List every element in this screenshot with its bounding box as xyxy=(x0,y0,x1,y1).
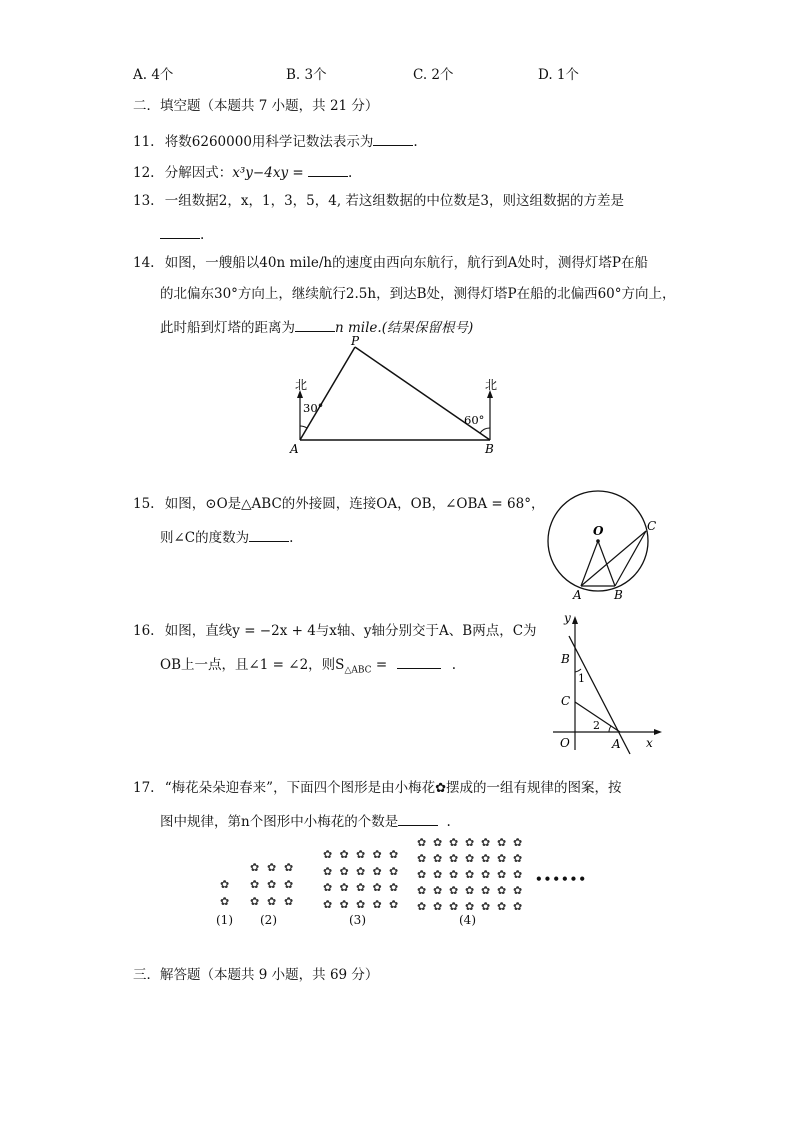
label-angle-60: 60° xyxy=(464,413,485,427)
plum-blossom-icon: ✿ xyxy=(372,864,382,878)
plum-blossom-icon: ✿ xyxy=(284,861,294,874)
plum-blossom-icon: ✿ xyxy=(417,868,427,881)
plum-blossom-icon: ✿ xyxy=(481,884,491,897)
pattern-label-4: (4) xyxy=(459,913,476,927)
plum-blossom-icon: ✿ xyxy=(481,852,491,865)
q17-text-1b: 摆成的一组有规律的图案，按 xyxy=(446,780,622,796)
label-p: P xyxy=(351,335,360,348)
plum-blossom-icon: ✿ xyxy=(449,900,459,913)
label-c: C xyxy=(561,694,571,708)
q12-number: 12. xyxy=(133,165,155,181)
q11-answer-blank[interactable] xyxy=(373,133,413,146)
q15-line1 xyxy=(133,498,544,512)
q16-answer-blank[interactable] xyxy=(397,656,441,669)
plum-blossom-icon: ✿ xyxy=(481,836,491,849)
q16-text-2: OB上一点，且∠1 = ∠2，则S xyxy=(160,657,345,673)
segment-pa xyxy=(300,347,355,440)
q12-answer-blank[interactable] xyxy=(308,164,348,177)
pattern-label-3: (3) xyxy=(349,913,366,927)
plum-blossom-icon: ✿ xyxy=(339,881,349,894)
plum-blossom-icon: ✿ xyxy=(513,868,523,881)
segment-bc xyxy=(615,531,646,586)
center-point xyxy=(596,539,600,543)
plum-blossom-icon: ✿ xyxy=(267,861,277,874)
q17-answer-blank[interactable] xyxy=(398,813,438,826)
q14-answer-blank[interactable] xyxy=(295,319,335,332)
section-2-heading: 二．填空题（本题共 7 小题，共 21 分） xyxy=(133,98,379,114)
label-y: y xyxy=(564,611,571,625)
plum-blossom-icon: ✿ xyxy=(389,864,399,878)
q14-number: 14. xyxy=(133,255,155,271)
q17-line2 xyxy=(160,813,451,830)
plum-blossom-icon: ✿ xyxy=(433,884,443,897)
q16-text-1: 如图，直线y = −2x + 4与x轴、y轴分别交于A、B两点，C为 xyxy=(164,623,537,639)
q14-line1 xyxy=(133,257,648,271)
plum-blossom-icon: ✿ xyxy=(435,781,446,796)
plum-blossom-icon: ✿ xyxy=(323,881,333,894)
q16-subscript: △ABC xyxy=(344,665,372,676)
choice-c: C. 2个 xyxy=(413,67,454,83)
label-angle-30: 30° xyxy=(303,401,324,415)
label-c: C xyxy=(647,519,657,533)
plum-blossom-icon: ✿ xyxy=(433,836,443,849)
q12-expression: x³y−4xy = xyxy=(232,165,304,181)
q12-text: 分解因式： xyxy=(164,165,233,181)
plum-blossom-icon: ✿ xyxy=(267,878,277,891)
choice-d: D. 1个 xyxy=(538,67,580,83)
label-a: A xyxy=(573,588,582,602)
plum-blossom-icon: ✿ xyxy=(339,848,349,861)
plum-blossom-icon: ✿ xyxy=(372,897,382,911)
q15-text-1: 如图，⊙O是△ABC的外接圆，连接OA，OB，∠OBA = 68°， xyxy=(164,496,545,512)
q11 xyxy=(133,133,418,150)
q14-text-3b: n mile.(结果保留根号) xyxy=(335,320,474,336)
plum-blossom-icon: ✿ xyxy=(513,884,523,897)
q16-eq: = xyxy=(371,657,388,673)
plum-blossom-icon: ✿ xyxy=(389,897,399,911)
q13-line2 xyxy=(160,226,204,243)
plum-blossom-icon: ✿ xyxy=(417,900,427,913)
plum-blossom-icon: ✿ xyxy=(220,895,230,908)
plum-blossom-icon: ✿ xyxy=(356,848,366,861)
plum-blossom-icon: ✿ xyxy=(513,836,523,849)
angle-arc-b xyxy=(480,428,490,433)
plum-blossom-icon: ✿ xyxy=(481,900,491,913)
q16-number: 16. xyxy=(133,623,155,639)
q17-text-2: 图中规律，第n个图形中小梅花的个数是 xyxy=(160,814,399,830)
plum-blossom-icon: ✿ xyxy=(417,852,427,865)
choice-b: B. 3个 xyxy=(286,67,327,83)
plum-blossom-icon: ✿ xyxy=(267,895,277,908)
q15-answer-blank[interactable] xyxy=(249,529,289,542)
label-b: B xyxy=(614,588,623,602)
q13-number: 13. xyxy=(133,193,155,209)
label-o: O xyxy=(560,736,570,750)
q14-line2: 的北偏东30°方向上，继续航行2.5h，到达B处，测得灯塔P在船的北偏西60°方向上， xyxy=(160,286,676,302)
plum-blossom-icon: ✿ xyxy=(356,897,366,911)
angle-arc-a xyxy=(300,426,307,428)
plum-blossom-icon: ✿ xyxy=(465,900,475,913)
q17-line1 xyxy=(133,782,622,796)
q11-text: 将数6260000用科学记数法表示为 xyxy=(164,134,374,150)
q17-tail: . xyxy=(446,814,451,830)
q11-number: 11. xyxy=(133,134,155,150)
plum-blossom-icon: ✿ xyxy=(339,897,349,911)
q14-line3 xyxy=(160,319,473,336)
label-angle-2: 2 xyxy=(593,719,600,732)
pattern-label-2: (2) xyxy=(260,913,277,927)
q13-answer-blank[interactable] xyxy=(160,226,200,239)
plum-blossom-icon: ✿ xyxy=(250,861,260,874)
plum-blossom-icon: ✿ xyxy=(356,864,366,878)
plum-blossom-icon: ✿ xyxy=(372,848,382,861)
plum-blossom-icon: ✿ xyxy=(250,878,260,891)
q14-text-3a: 此时船到灯塔的距离为 xyxy=(160,320,295,336)
q16-tail: . xyxy=(451,657,457,673)
plum-blossom-icon: ✿ xyxy=(339,864,349,878)
plum-blossom-icon: ✿ xyxy=(433,900,443,913)
plum-blossom-icon: ✿ xyxy=(465,836,475,849)
plum-blossom-icon: ✿ xyxy=(449,836,459,849)
q13 xyxy=(133,195,624,209)
plum-blossom-icon: ✿ xyxy=(433,868,443,881)
q16-line1 xyxy=(133,625,537,639)
label-x: x xyxy=(646,736,653,750)
plum-blossom-icon: ✿ xyxy=(284,895,294,908)
q15-number: 15. xyxy=(133,496,155,512)
plum-blossom-icon: ✿ xyxy=(323,864,333,878)
q12 xyxy=(133,164,352,181)
plum-blossom-icon: ✿ xyxy=(389,848,399,861)
label-b: B xyxy=(561,652,570,666)
label-a: A xyxy=(612,737,621,751)
label-angle-1: 1 xyxy=(578,672,585,685)
plum-blossom-icon: ✿ xyxy=(465,868,475,881)
plum-blossom-icon: ✿ xyxy=(250,895,260,908)
angle-2-arc xyxy=(609,726,611,732)
plum-blossom-icon: ✿ xyxy=(497,900,507,913)
plum-blossom-icon: ✿ xyxy=(220,878,230,891)
pattern-ellipsis: •••••• xyxy=(535,872,588,886)
q13-text: 一组数据2，x，1，3，5，4, 若这组数据的中位数是3，则这组数据的方差是 xyxy=(164,193,625,209)
plum-blossom-icon: ✿ xyxy=(433,852,443,865)
plum-blossom-icon: ✿ xyxy=(417,836,427,849)
q15-line2 xyxy=(160,529,293,546)
plum-blossom-icon: ✿ xyxy=(372,881,382,894)
plum-blossom-icon: ✿ xyxy=(497,836,507,849)
x-arrowhead xyxy=(654,729,662,735)
plum-blossom-icon: ✿ xyxy=(465,852,475,865)
plum-blossom-icon: ✿ xyxy=(449,852,459,865)
label-a: A xyxy=(290,442,299,456)
plum-blossom-icon: ✿ xyxy=(323,848,333,861)
q17-number: 17. xyxy=(133,780,155,796)
label-b: B xyxy=(485,442,494,456)
choice-a: A. 4个 xyxy=(133,67,174,83)
plum-blossom-icon: ✿ xyxy=(497,884,507,897)
y-arrowhead xyxy=(572,616,578,624)
q11-tail: . xyxy=(413,134,418,150)
q12-tail: . xyxy=(347,165,353,181)
plum-blossom-icon: ✿ xyxy=(449,884,459,897)
q16-line2 xyxy=(160,656,456,676)
line-ab xyxy=(569,636,630,754)
plum-blossom-icon: ✿ xyxy=(465,884,475,897)
section-3-heading: 三．解答题（本题共 9 小题，共 69 分） xyxy=(133,967,379,983)
plum-blossom-icon: ✿ xyxy=(497,852,507,865)
plum-blossom-icon: ✿ xyxy=(481,868,491,881)
plum-blossom-icon: ✿ xyxy=(513,852,523,865)
pattern-label-1: (1) xyxy=(216,913,233,927)
plum-blossom-icon: ✿ xyxy=(323,897,333,911)
label-north-a: 北 xyxy=(295,378,308,392)
plum-blossom-icon: ✿ xyxy=(513,900,523,913)
plum-blossom-icon: ✿ xyxy=(497,868,507,881)
plum-blossom-icon: ✿ xyxy=(417,884,427,897)
q17-text-1a: “梅花朵朵迎春来”，下面四个图形是由小梅花 xyxy=(164,780,436,796)
plum-blossom-icon: ✿ xyxy=(389,881,399,894)
q15-text-2: 则∠C的度数为 xyxy=(160,530,250,546)
segment-ob xyxy=(598,541,615,586)
q13-tail: . xyxy=(200,227,205,243)
plum-blossom-icon: ✿ xyxy=(284,878,294,891)
plum-blossom-icon: ✿ xyxy=(449,868,459,881)
q14-figure xyxy=(285,335,510,460)
label-north-b: 北 xyxy=(485,378,498,392)
q15-figure xyxy=(545,488,660,603)
plum-blossom-icon: ✿ xyxy=(356,881,366,894)
q15-tail: . xyxy=(289,530,294,546)
q16-figure xyxy=(550,610,670,755)
q14-text-1: 如图，一艘船以40n mile/h的速度由西向东航行，航行到A处时，测得灯塔P在船 xyxy=(164,255,648,271)
label-o: O xyxy=(593,524,604,538)
